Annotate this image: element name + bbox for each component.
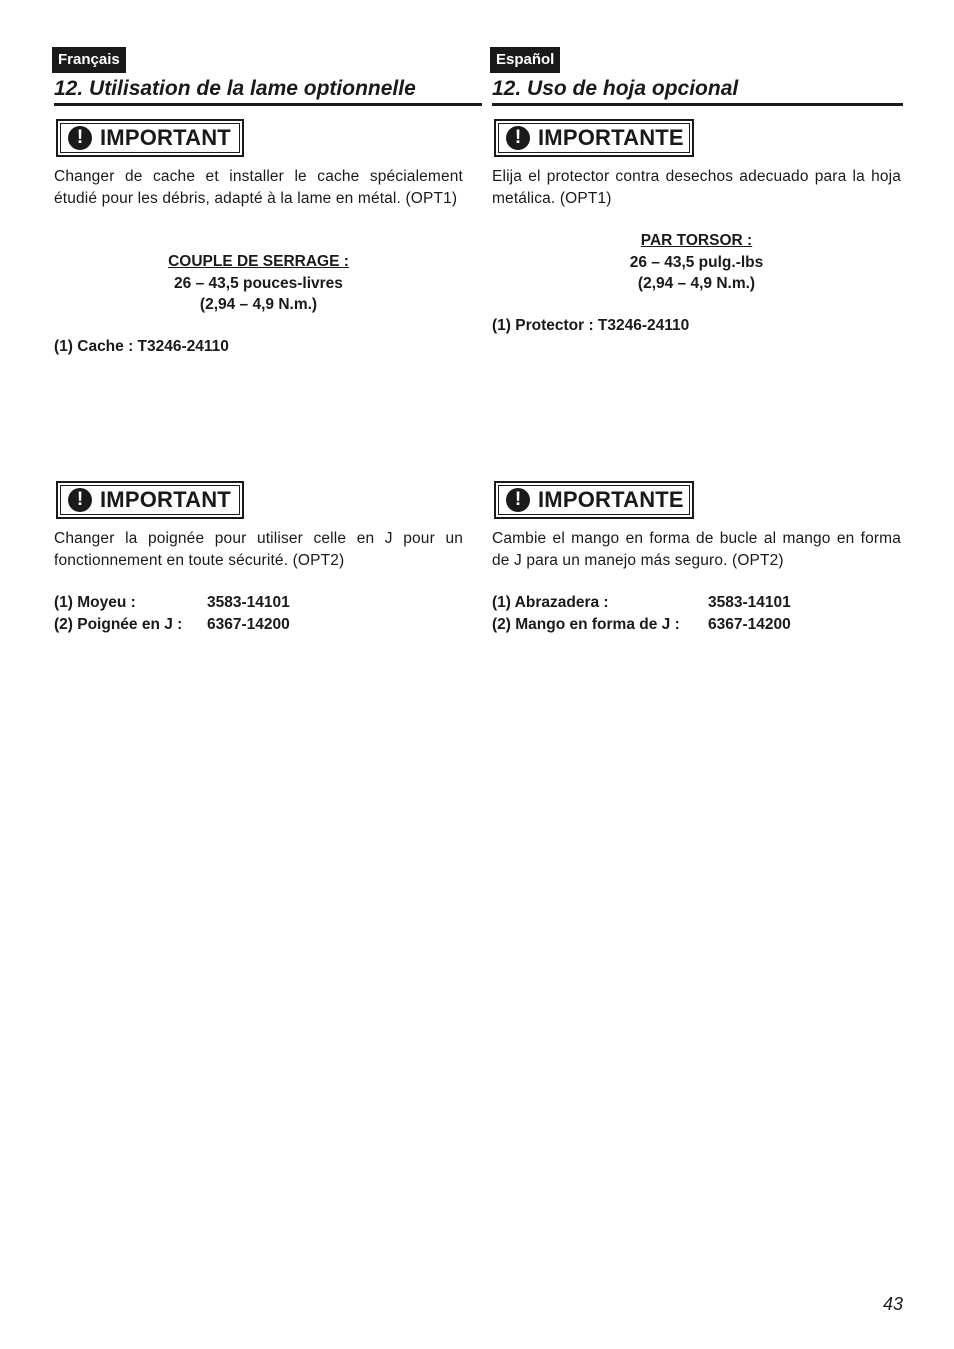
language-badge-french: Français [52,47,126,73]
part-label: (1) Moyeu : [54,594,136,611]
part-code: 6367-14200 [708,615,791,633]
parts-list-spanish [492,592,791,635]
torque-block-spanish [492,230,901,295]
important-text-1-french: Changer de cache et installer le cache spécialement étudié pour les débris, adapté à la lame en métal. (OPT1) [54,168,463,207]
language-badge-spanish: Español [490,47,560,73]
torque-line-1: 26 – 43,5 pouces-livres [174,274,343,292]
torque-heading: PAR TORSOR : [640,232,753,249]
important-label: IMPORTANTE [538,125,684,150]
important-box-2-spanish [494,481,694,519]
section-title-french: 12. Utilisation de la lame optionnelle [54,77,416,100]
exclamation-icon: ! [506,488,530,512]
important-text-2-spanish: Cambie el mango en forma de bucle al mango en forma de J para un manejo más seguro. (OPT2) [492,530,901,569]
exclamation-icon: ! [68,126,92,150]
important-text-1-spanish: Elija el protector contra desechos adecuado para la hoja metálica. (OPT1) [492,168,901,207]
part-code: 3583-14101 [708,594,791,611]
important-box-1-spanish [494,119,694,157]
important-text-2-french: Changer la poignée pour utiliser celle en J pour un fonctionnement en toute sécurité. (OPT2) [54,530,463,569]
part-protector-spanish: (1) Protector : T3246-24110 [492,317,690,334]
parts-row [54,592,290,614]
parts-row [492,592,791,614]
torque-heading: COUPLE DE SERRAGE : [168,253,349,270]
parts-row [54,614,290,636]
part-label: (1) Abrazadera : [492,594,609,611]
torque-block-french [54,251,463,316]
part-cache-french: (1) Cache : T3246-24110 [54,338,229,355]
title-rule-es [492,103,903,106]
important-label: IMPORTANT [100,487,231,512]
torque-line-2: (2,94 – 4,9 N.m.) [637,275,756,292]
exclamation-icon: ! [68,488,92,512]
torque-line-2: (2,94 – 4,9 N.m.) [199,296,318,313]
parts-row [492,614,791,636]
important-box-2-french [56,481,244,519]
important-box-1-french [56,119,244,157]
title-rule-fr [54,103,482,106]
exclamation-icon: ! [506,126,530,150]
torque-line-1: 26 – 43,5 pulg.-lbs [629,253,764,271]
part-label: (2) Poignée en J : [54,615,183,633]
important-label: IMPORTANT [100,125,231,150]
section-title-spanish: 12. Uso de hoja opcional [492,77,739,100]
part-code: 3583-14101 [207,594,290,611]
parts-list-french [54,592,290,635]
part-code: 6367-14200 [207,615,290,633]
part-label: (2) Mango en forma de J : [492,615,680,633]
page-number: 43 [882,1294,903,1314]
important-label: IMPORTANTE [538,487,684,512]
